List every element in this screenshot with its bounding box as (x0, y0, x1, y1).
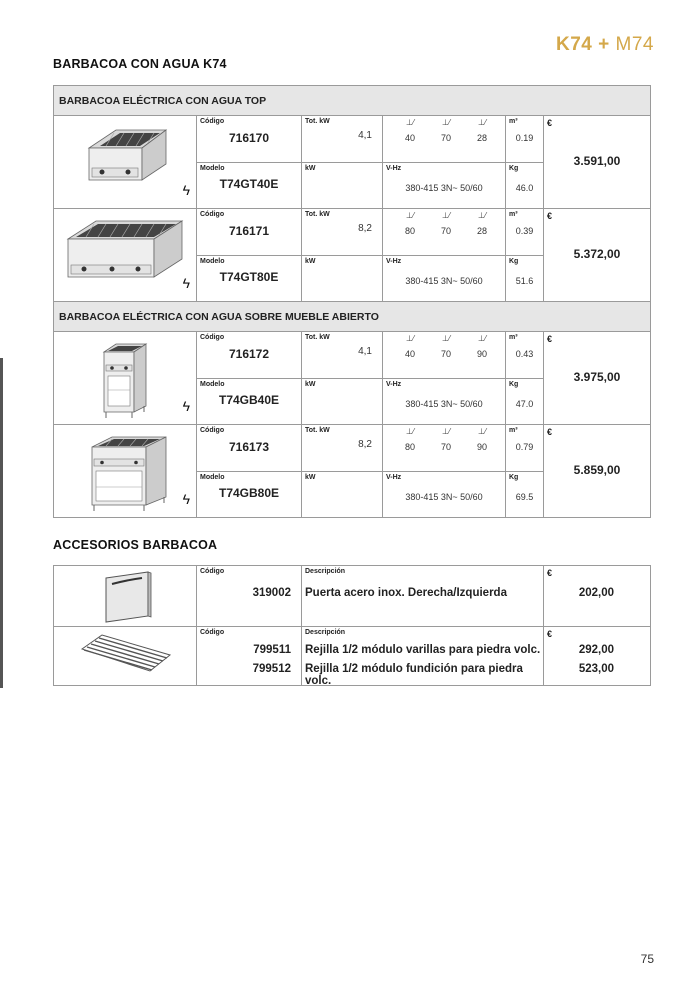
dimensions-cell (383, 425, 506, 472)
vhz-cell: V-Hz 380-415 3N~ 50/60 (383, 378, 506, 425)
volume-cell: m³ 0.39 (506, 209, 544, 256)
code-cell: Código 716170 (197, 116, 302, 163)
volume-cell: m³ 0.43 (506, 332, 544, 379)
product-code: 716170 (228, 131, 270, 145)
model-value: T74GB80E (218, 485, 280, 500)
price-value: 3.591,00 (573, 154, 621, 168)
totkw-cell: Tot. kW 4,1 (302, 116, 383, 163)
kw-cell: kW (302, 471, 383, 518)
total-kw: 8,2 (358, 439, 372, 450)
kw-cell: kW (302, 378, 383, 425)
dimension-icons (395, 211, 497, 220)
grill-top-40-image (54, 116, 197, 208)
voltage-value: 380-415 3N~ 50/60 (405, 275, 483, 286)
volume-value: 0.39 (515, 226, 534, 236)
accessory-price: 523,00 (578, 663, 614, 675)
height-icon: ⊥⁄ (477, 427, 487, 436)
weight-value: 47.0 (515, 398, 534, 409)
code-cell: Código 716173 (197, 425, 302, 472)
accessory-image-cell (54, 566, 197, 627)
category-header: BARBACOA ELÉCTRICA CON AGUA TOP (54, 86, 651, 116)
price-cell (544, 209, 651, 302)
voltage-value: 380-415 3N~ 50/60 (405, 398, 483, 409)
product-code: 716172 (228, 347, 270, 361)
volume-cell: m³ 0.19 (506, 116, 544, 163)
price-value: 3.975,00 (573, 370, 621, 384)
depth-icon: ⊥⁄ (441, 211, 451, 220)
voltage-value: 380-415 3N~ 50/60 (405, 182, 483, 193)
model-cell: Modelo T74GT80E (197, 255, 302, 302)
total-kw: 8,2 (358, 223, 372, 234)
height-value: 90 (476, 442, 487, 452)
depth-value: 70 (440, 133, 451, 143)
volume-cell: m³ 0.79 (506, 425, 544, 472)
model-cell: Modelo T74GB40E (197, 378, 302, 425)
code-cell: Código 716171 (197, 209, 302, 256)
electric-icon: ϟ (182, 275, 190, 291)
weight-cell: Kg 46.0 (506, 162, 544, 209)
accessory-price: 202,00 (578, 587, 614, 599)
width-value: 80 (404, 442, 415, 452)
height-icon: ⊥⁄ (477, 211, 487, 220)
dimension-icons (395, 118, 497, 127)
weight-cell: Kg 51.6 (506, 255, 544, 302)
brand-logo (556, 34, 654, 56)
accessory-code: 319002 (252, 587, 291, 599)
code-cell: Código 319002 (197, 566, 302, 627)
product-image-cell (54, 425, 197, 518)
model-cell: Modelo T74GB80E (197, 471, 302, 518)
height-value: 28 (476, 226, 487, 236)
depth-value: 70 (440, 442, 451, 452)
volume-value: 0.19 (515, 133, 534, 143)
brand-m74: M74 (615, 34, 654, 55)
height-icon: ⊥⁄ (477, 118, 487, 127)
width-icon: ⊥⁄ (405, 118, 415, 127)
model-value: T74GT80E (219, 269, 279, 284)
description-cell: Descripción Rejilla 1/2 módulo varillas para piedra volc. Rejilla 1/2 módulo fundición para piedra volc. (302, 627, 544, 686)
page-number: 75 (640, 952, 654, 966)
kw-cell: kW (302, 162, 383, 209)
product-code: 716173 (228, 440, 270, 454)
price-cell (544, 116, 651, 209)
height-icon: ⊥⁄ (477, 334, 487, 343)
depth-icon: ⊥⁄ (441, 427, 451, 436)
dimensions-cell (383, 332, 506, 379)
weight-value: 51.6 (515, 275, 534, 286)
total-kw: 4,1 (358, 130, 372, 141)
width-value: 40 (404, 133, 415, 143)
price-value: 5.859,00 (573, 463, 621, 477)
weight-cell: Kg 47.0 (506, 378, 544, 425)
model-cell: Modelo T74GT40E (197, 162, 302, 209)
product-image-cell (54, 209, 197, 302)
grill-cabinet-80-image (54, 425, 197, 517)
voltage-value: 380-415 3N~ 50/60 (405, 491, 483, 502)
depth-icon: ⊥⁄ (441, 118, 451, 127)
height-value: 90 (476, 349, 487, 359)
volume-value: 0.79 (515, 442, 534, 452)
grill-top-80-image (54, 209, 197, 301)
product-image-cell (54, 332, 197, 425)
grate-image (54, 627, 197, 685)
side-marker-bar (0, 358, 3, 688)
totkw-cell: Tot. kW 8,2 (302, 209, 383, 256)
euro-label: € (547, 211, 553, 221)
euro-label: € (547, 629, 553, 639)
price-cell (544, 425, 651, 518)
euro-label: € (547, 334, 553, 344)
width-icon: ⊥⁄ (405, 334, 415, 343)
price-cell (544, 627, 651, 686)
total-kw: 4,1 (358, 346, 372, 357)
width-value: 40 (404, 349, 415, 359)
description-cell: Descripción Puerta acero inox. Derecha/Izquierda (302, 566, 544, 627)
section-title-accesorios: ACCESORIOS BARBACOA (53, 538, 218, 552)
price-cell (544, 566, 651, 627)
totkw-cell: Tot. kW 4,1 (302, 332, 383, 379)
code-cell: Código 799511 799512 (197, 627, 302, 686)
section-title-barbacoa: BARBACOA CON AGUA K74 (53, 57, 227, 71)
door-image (54, 566, 197, 626)
depth-value: 70 (440, 349, 451, 359)
depth-value: 70 (440, 226, 451, 236)
grill-cabinet-40-image (54, 332, 197, 424)
weight-value: 69.5 (515, 491, 534, 502)
width-icon: ⊥⁄ (405, 211, 415, 220)
dimensions-cell (383, 209, 506, 256)
accessory-description: Puerta acero inox. Derecha/Izquierda (305, 587, 507, 599)
product-code: 716171 (228, 224, 270, 238)
kw-cell: kW (302, 255, 383, 302)
euro-label: € (547, 568, 553, 578)
electric-icon: ϟ (182, 491, 190, 507)
product-table (53, 85, 651, 518)
volume-value: 0.43 (515, 349, 534, 359)
vhz-cell: V-Hz 380-415 3N~ 50/60 (383, 255, 506, 302)
electric-icon: ϟ (182, 182, 190, 198)
vhz-cell: V-Hz 380-415 3N~ 50/60 (383, 162, 506, 209)
dimension-icons (395, 334, 497, 343)
code-cell: Código 716172 (197, 332, 302, 379)
weight-cell: Kg 69.5 (506, 471, 544, 518)
totkw-cell: Tot. kW 8,2 (302, 425, 383, 472)
brand-k74: K74 (556, 34, 593, 55)
category-header: BARBACOA ELÉCTRICA CON AGUA SOBRE MUEBLE ABIERTO (54, 302, 651, 332)
price-value: 5.372,00 (573, 247, 621, 261)
model-value: T74GB40E (218, 392, 280, 407)
brand-plus: + (598, 34, 610, 55)
euro-label: € (547, 427, 553, 437)
height-value: 28 (476, 133, 487, 143)
width-icon: ⊥⁄ (405, 427, 415, 436)
euro-label: € (547, 118, 553, 128)
accessory-description: Rejilla 1/2 módulo fundición para piedra volc. (305, 663, 523, 687)
accessory-description: Rejilla 1/2 módulo varillas para piedra volc. (305, 644, 541, 656)
electric-icon: ϟ (182, 398, 190, 414)
accessories-table (53, 565, 651, 686)
accessory-image-cell (54, 627, 197, 686)
dimension-icons (395, 427, 497, 436)
accessory-price: 292,00 (578, 644, 614, 656)
model-value: T74GT40E (219, 176, 279, 191)
dimensions-cell (383, 116, 506, 163)
width-value: 80 (404, 226, 415, 236)
accessory-code: 799512 (252, 663, 291, 675)
vhz-cell: V-Hz 380-415 3N~ 50/60 (383, 471, 506, 518)
weight-value: 46.0 (515, 182, 534, 193)
product-image-cell (54, 116, 197, 209)
depth-icon: ⊥⁄ (441, 334, 451, 343)
price-cell (544, 332, 651, 425)
accessory-code: 799511 (253, 644, 291, 656)
